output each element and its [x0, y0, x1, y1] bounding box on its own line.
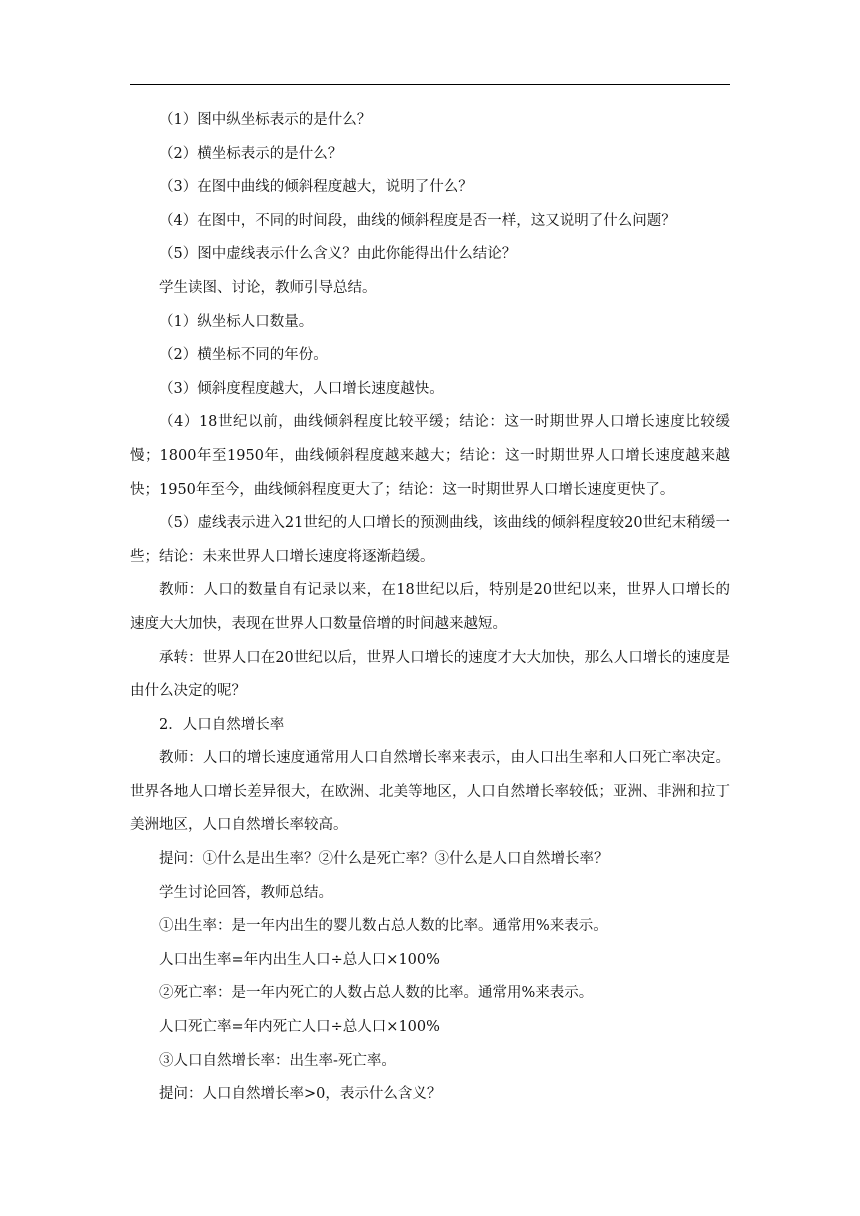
- paragraph: 学生读图、讨论，教师引导总结。: [159, 279, 377, 296]
- paragraph: 承转：世界人口在20世纪以后，世界人口增长的速度才大大加快，那么人口增长的速度是由什么决定的呢？: [130, 649, 730, 700]
- paragraph: ③人口自然增长率：出生率-死亡率。: [159, 1052, 396, 1069]
- paragraph: （4）18世纪以前，曲线倾斜程度比较平缓；结论：这一时期世界人口增长速度比较缓慢；1800年至1950年，曲线倾斜程度越来越大；结论：这一时期世界人口增长速度越来越快；1950年至今，曲线倾斜程度更大了；结论：这一时期世界人口增长速度更快了。: [130, 414, 730, 498]
- paragraph: 提问：人口自然增长率>0，表示什么含义？: [159, 1086, 442, 1103]
- paragraph: 教师：人口的数量自有记录以来，在18世纪以后，特别是20世纪以来，世界人口增长的速度大大加快，表现在世界人口数量倍增的时间越来越短。: [130, 582, 730, 632]
- formula: 人口出生率=年内出生人口÷总人口×100%: [159, 951, 440, 968]
- paragraph: ①出生率：是一年内出生的婴儿数占总人数的比率。通常用%来表示。: [159, 918, 608, 935]
- paragraph: ②死亡率：是一年内死亡的人数占总人数的比率。通常用%来表示。: [159, 985, 594, 1002]
- paragraph: （1）纵坐标人口数量。: [159, 313, 314, 330]
- body-text: [130, 104, 730, 1112]
- header-rule: [130, 84, 730, 85]
- paragraph: （4）在图中，不同的时间段，曲线的倾斜程度是否一样，这又说明了什么问题？: [159, 212, 676, 229]
- paragraph: （1）图中纵坐标表示的是什么？: [159, 112, 372, 128]
- paragraph: （3）倾斜度程度越大，人口增长速度越快。: [159, 380, 444, 397]
- paragraph: （5）虚线表示进入21世纪的人口增长的预测曲线，该曲线的倾斜程度较20世纪末稍缓一些；结论：未来世界人口增长速度将逐渐趋缓。: [130, 515, 730, 565]
- paragraph: （2）横坐标不同的年份。: [159, 347, 328, 364]
- section-heading: 2．人口自然增长率: [159, 716, 285, 733]
- paragraph: 学生讨论回答，教师总结。: [159, 884, 333, 901]
- paragraph: （2）横坐标表示的是什么？: [159, 145, 343, 162]
- paragraph: 提问：①什么是出生率？②什么是死亡率？③什么是人口自然增长率？: [159, 851, 609, 868]
- paragraph: （3）在图中曲线的倾斜程度越大，说明了什么？: [159, 179, 473, 196]
- formula: 人口死亡率=年内死亡人口÷总人口×100%: [159, 1019, 440, 1036]
- paragraph: 教师：人口的增长速度通常用人口自然增长率来表示，由人口出生率和人口死亡率决定。世界各地人口增长差异很大，在欧洲、北美等地区，人口自然增长率较低；亚洲、非洲和拉丁美洲地区，人口自然增长率较高。: [130, 750, 730, 834]
- paragraph: （5）图中虚线表示什么含义？由此你能得出什么结论？: [159, 246, 517, 263]
